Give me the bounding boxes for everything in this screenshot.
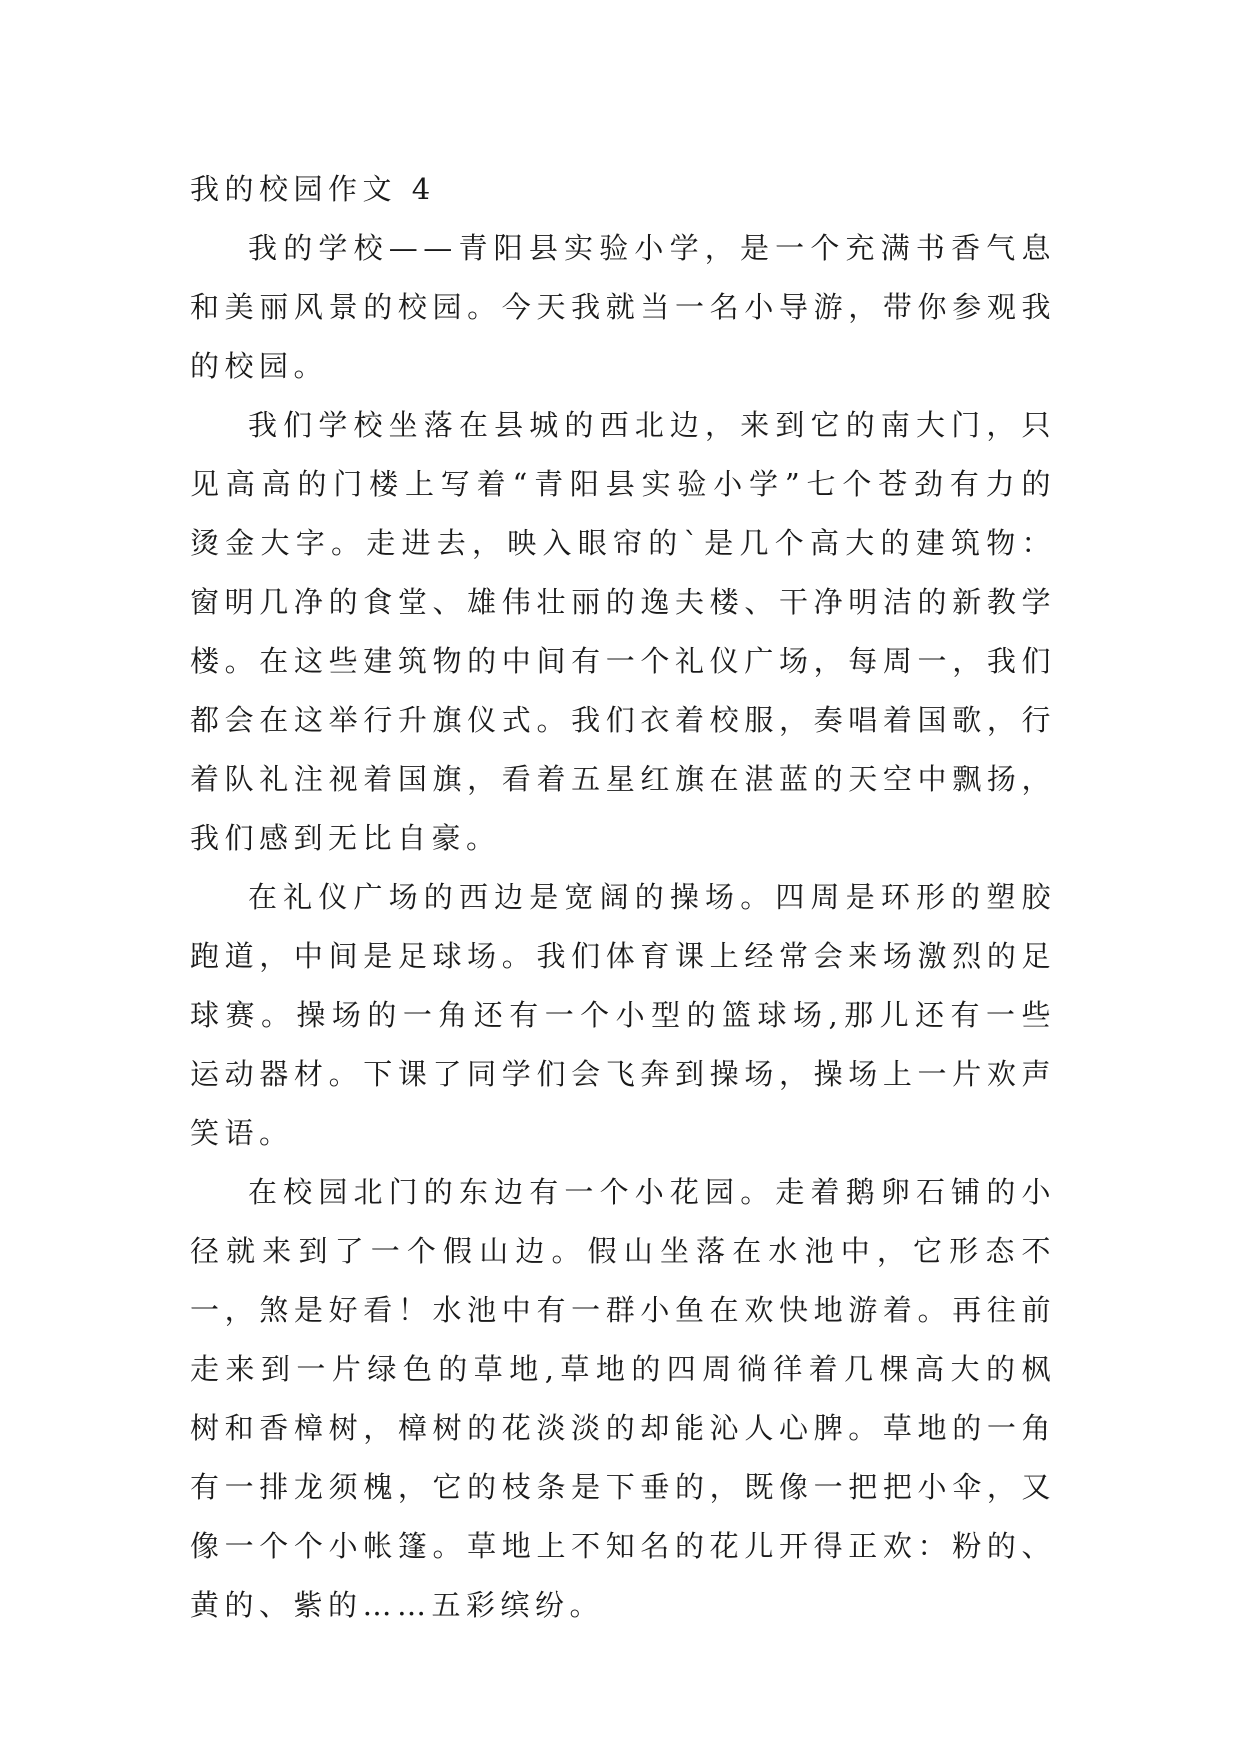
document-title: 我的校园作文 4 [190, 172, 436, 206]
paragraph-garden: 在校园北门的东边有一个小花园。走着鹅卵石铺的小径就来到了一个假山边。假山坐落在水池中，它形态不一，煞是好看！水池中有一群小鱼在欢快地游着。再往前走来到一片绿色的草地,草地的四周徜徉着几棵高大的枫树和香樟树，樟树的花淡淡的却能沁人心脾。草地的一角有一排龙须槐，它的枝条是下垂的，既像一把把小伞，又像一个个小帐篷。草地上不知名的花儿开得正欢：粉的、黄的、紫的……五彩缤纷。 [190, 1175, 1056, 1622]
paragraph-intro: 我的学校——青阳县实验小学，是一个充满书香气息和美丽风景的校园。今天我就当一名小导游，带你参观我的校园。 [190, 231, 1056, 383]
paragraph-playground: 在礼仪广场的西边是宽阔的操场。四周是环形的塑胶跑道，中间是足球场。我们体育课上经常会来场激烈的足球赛。操场的一角还有一个小型的篮球场,那儿还有一些运动器材。下课了同学们会飞奔到操场，操场上一片欢声笑语。 [190, 880, 1056, 1150]
document-page [190, 160, 1056, 1635]
paragraph-south-gate: 我们学校坐落在县城的西北边，来到它的南大门，只见高高的门楼上写着“青阳县实验小学”七个苍劲有力的烫金大字。走进去，映入眼帘的`是几个高大的建筑物：窗明几净的食堂、雄伟壮丽的逸夫楼、干净明洁的新教学楼。在这些建筑物的中间有一个礼仪广场，每周一，我们都会在这举行升旗仪式。我们衣着校服，奏唱着国歌，行着队礼注视着国旗，看着五星红旗在湛蓝的天空中飘扬，我们感到无比自豪。 [190, 408, 1056, 855]
